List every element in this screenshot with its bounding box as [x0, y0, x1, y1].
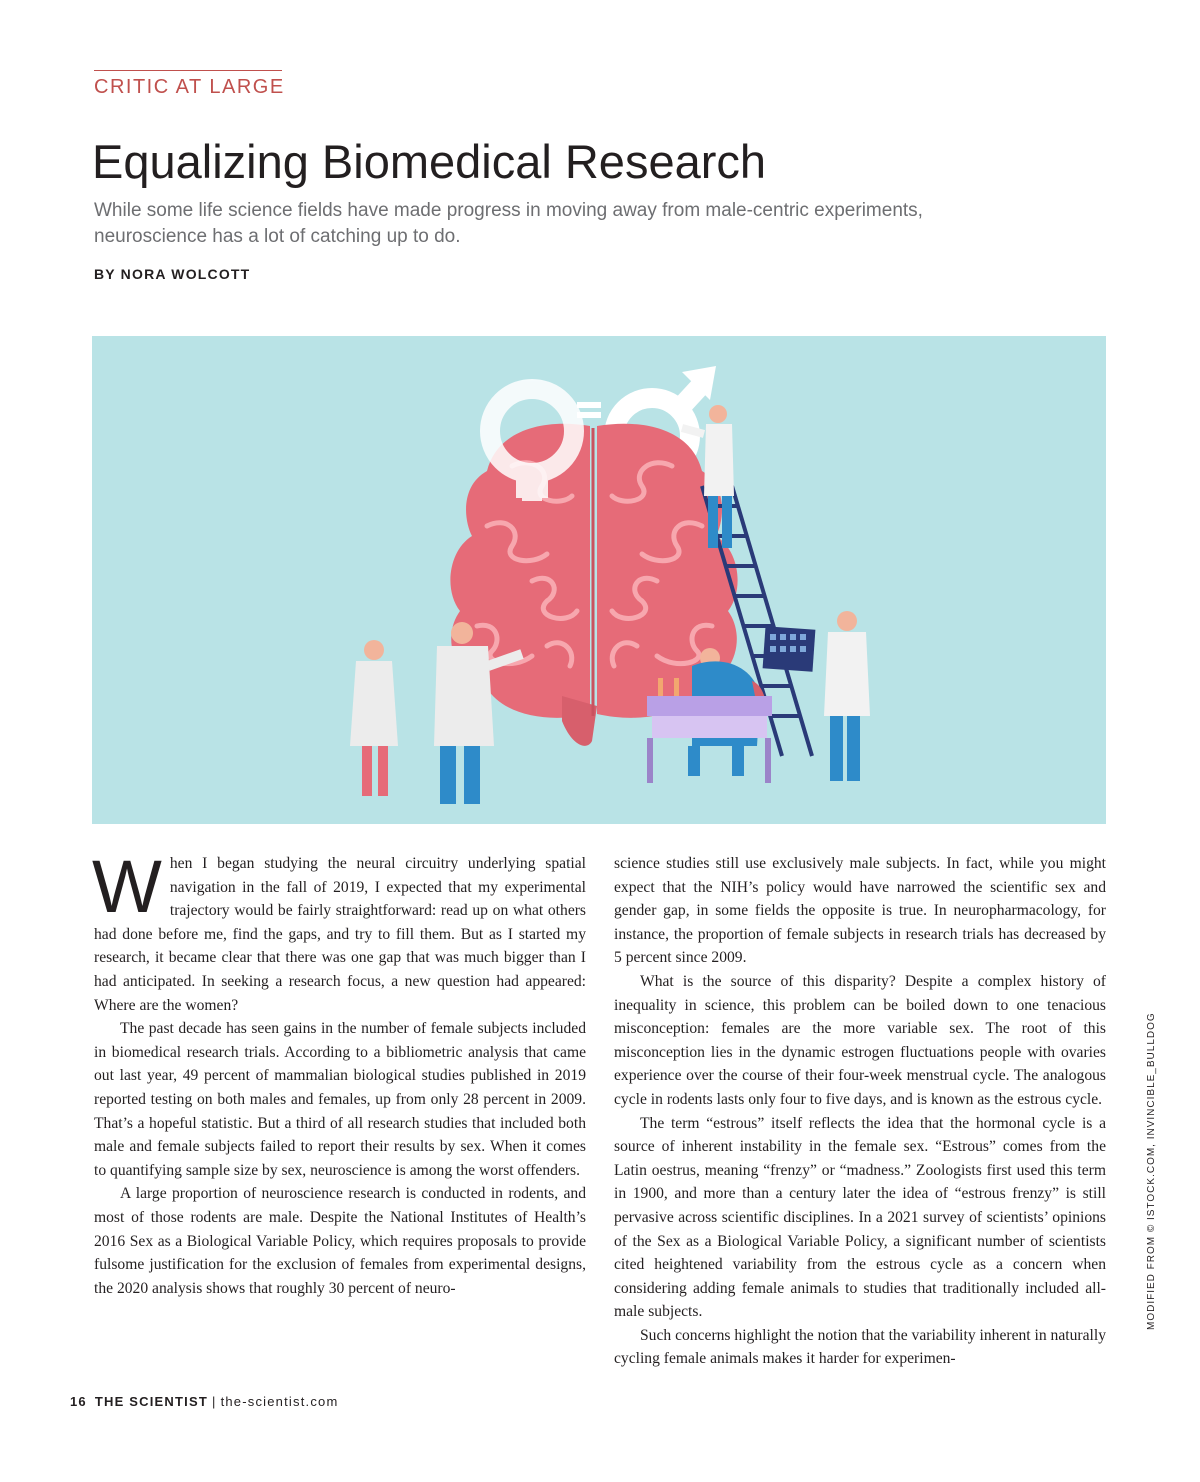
article-paragraph: What is the source of this disparity? Despite a complex history of inequality in science, this problem can be boiled down to one tenacious misconception: females are the more variable sex. The root of this misconception lies in the dynamic estrogen fluctuations people with ovaries experience over the course of their four-week menstrual cycle. The analogous cycle in rodents lasts only four to five days, and is known as the estrous cycle. — [614, 972, 1106, 1108]
scientist-left — [350, 640, 398, 796]
footer-separator: | — [211, 1394, 217, 1409]
scientist-with-xray — [763, 611, 870, 781]
article-paragraph: Such concerns highlight the notion that the variability inherent in naturally cycling female animals makes it harder for experimen- — [614, 1326, 1106, 1368]
article-paragraph: A large proportion of neuroscience research is conducted in rodents, and most of those rodents are male. Despite the National Institutes of Health’s 2016 Sex as a Biological Variable Policy, which requires proposals to provide fulsome justification for the exclusion of females from experimental designs, the 2020 analysis shows that roughly 30 percent of neuro- — [94, 1185, 586, 1297]
byline: BY NORA WOLCOTT — [94, 266, 251, 282]
publication-url: the-scientist.com — [220, 1394, 339, 1409]
drop-cap: W — [92, 845, 162, 928]
article-column-left — [92, 845, 586, 1300]
article-column-right — [614, 852, 1106, 1371]
page-footer — [70, 1394, 339, 1409]
page-number: 16 — [70, 1394, 87, 1409]
image-credit: MODIFIED FROM © ISTOCK.COM, INVINCIBLE_BULLDOG — [1146, 1012, 1157, 1330]
section-rule — [94, 70, 282, 71]
article-dek: While some life science fields have made progress in moving away from male-centric experiments, neuroscience has a lot of catching up to do. — [94, 200, 923, 247]
article-paragraph: The past decade has seen gains in the number of female subjects included in biomedical research trials. According to a bibliometric analysis that came out last year, 49 percent of mammalian biological studies published in 2019 reported testing on both males and females, up from only 28 percent in 2009. That’s a hopeful statistic. But a third of all research studies that included both male and female subjects failed to report their results by sex. When it comes to quantifying sample size by sex, neuroscience is among the worst offenders. — [94, 1020, 586, 1179]
article-paragraph: The term “estrous” itself reflects the idea that the hormonal cycle is a source of inherent instability in the female sex. “Estrous” comes from the Latin oestrus, meaning “frenzy” or “madness.” Zoologists first used this term in 1900, and more than a century later the idea of “estrous frenzy” is still pervasive across scientific disciplines. In a 2021 survey of scientists’ opinions of the Sex as a Biological Variable Policy, a significant number of scientists cited heightened variability from the estrous cycle as a concern when considering adding female animals to studies that traditionally included all-male subjects. — [614, 1114, 1106, 1321]
publication-name: THE SCIENTIST — [94, 1394, 208, 1409]
article-paragraph: science studies still use exclusively male subjects. In fact, while you might expect that the NIH’s policy would have narrowed the scientific sex and gender gap, in some fields the opposite is true. In neuropharmacology, for instance, the proportion of female subjects in research trials has decreased by 5 percent since 2009. — [614, 855, 1106, 967]
hero-illustration — [92, 336, 1106, 824]
brain-illustration — [92, 336, 1106, 824]
section-label: CRITIC AT LARGE — [94, 76, 285, 98]
article-title: Equalizing Biomedical Research — [92, 135, 767, 188]
article-paragraph: When I began studying the neural circuitry underlying spatial navigation in the fall of 2019, I expected that my experimental trajectory would be fairly straightforward: read up on what others had done before me, find the gaps, and try to fill them. But as I started my research, it became clear that there was one gap that was much bigger than I had anticipated. In seeking a research focus, a new question had appeared: Where are the women? — [92, 845, 586, 1014]
